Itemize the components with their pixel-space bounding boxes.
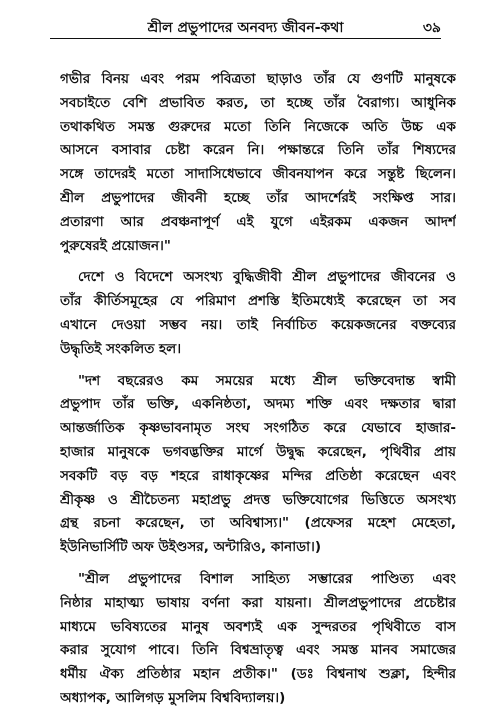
text-line: গ্রন্থ রচনা করেছেন, তা অবিশ্বাস্য।" (প্রফেসর মহেশ মেহেতা, xyxy=(60,515,456,532)
text-line: দেশে ও বিদেশে অসংখ্য বুদ্ধিজীবী শ্রীল প্রভুপাদের জীবনের ও xyxy=(78,269,456,286)
text-line: এখানে দেওয়া সম্ভব নয়। তাই নির্বাচিত কয়েকজনের বক্তব্যের xyxy=(60,316,456,333)
paragraph-4-quote xyxy=(60,568,456,711)
running-title: শ্রীল প্রভুপাদের অনবদ্য জীবন-কথা xyxy=(147,20,344,36)
text-line: মাধ্যমে ভবিষ্যতের মানুষ অবশ্যই এক সুন্দরতর পৃথিবীতে বাস xyxy=(60,618,456,635)
page-number: ৩৯ xyxy=(422,20,441,36)
text-line: "দশ বছরেরও কম সময়ের মধ্যে শ্রীল ভক্তিবেদান্ত স্বামী xyxy=(78,372,456,389)
text-line: প্রভুপাদ তাঁর ভক্তি, একনিষ্ঠতা, অদম্য শক্তি এবং দক্ষতার দ্বারা xyxy=(60,396,456,413)
text-line: নিষ্ঠার মাহাত্ম্য ভাষায় বর্ণনা করা যায়না। শ্রীলপ্রভুপাদের প্রচেষ্টার xyxy=(60,594,456,611)
text-line: সবকটি বড় বড় শহরে রাধাকৃষ্ণের মন্দির প্রতিষ্ঠা করেছেন এবং xyxy=(60,467,456,484)
text-line: শ্রীকৃষ্ণ ও শ্রীচৈতন্য মহাপ্রভু প্রদত্ত ভক্তিযোগের ভিত্তিতে অসংখ্য xyxy=(60,491,456,508)
text-line: শ্রীল প্রভুপাদের জীবনী হচ্ছে তাঁর আদর্শেরই সংক্ষিপ্ত সার। xyxy=(60,189,456,206)
text-line: আসনে বসাবার চেষ্টা করেন নি। পক্ষান্তরে তিনি তাঁর শিষ্যদের xyxy=(60,142,456,159)
text-line: হাজার মানুষকে ভগবদ্ভক্তির মার্গে উদ্বুদ্ধ করেছেন, পৃথিবীর প্রায় xyxy=(60,443,456,460)
paragraph-3-quote xyxy=(60,370,456,560)
text-line: সবচাইতে বেশি প্রভাবিত করত, তা হচ্ছে তাঁর বৈরাগ্য। আধুনিক xyxy=(60,94,456,111)
text-line: পুরুষেরই প্রয়োজন।" xyxy=(60,237,171,254)
page-header xyxy=(50,14,441,39)
text-line: অধ্যাপক, আলিগড় মুসলিম বিশ্ববিদ্যালয়।) xyxy=(60,689,286,706)
paragraph-1 xyxy=(60,68,456,258)
text-line: ধর্মীয় ঐক্য প্রতিষ্ঠার মহান প্রতীক।" (ডঃ বিশ্বনাথ শুক্লা, হিন্দীর xyxy=(60,666,456,683)
text-line: করার সুযোগ পাবে। তিনি বিশ্বভ্রাতৃত্ব এবং সমস্ত মানব সমাজের xyxy=(60,642,456,659)
text-line: তথাকথিত সমস্ত গুরুদের মতো তিনি নিজেকে অতি উচ্চ এক xyxy=(60,118,456,135)
paragraph-2 xyxy=(60,266,456,361)
body-text xyxy=(60,68,456,711)
text-line: গভীর বিনয় এবং পরম পবিত্রতা ছাড়াও তাঁর যে গুণটি মানুষকে xyxy=(60,71,456,87)
text-line: ইউনিভার্সিটি অফ উইণ্ডসর, অন্টারিও, কানাডা।) xyxy=(60,539,322,556)
text-line: প্রতারণা আর প্রবঞ্চনাপূর্ণ এই যুগে এইরকম একজন আদর্শ xyxy=(60,213,456,230)
text-line: উদ্ধৃতিই সংকলিত হল। xyxy=(60,340,182,357)
text-line: সঙ্গে তাদেরই মতো সাদাসিধেভাবে জীবনযাপন করে সন্তুষ্ট ছিলেন। xyxy=(60,166,456,183)
text-line: "শ্রীল প্রভুপাদের বিশাল সাহিত্য সম্ভারের পাণ্ডিত্য এবং xyxy=(78,570,456,587)
text-line: আন্তর্জাতিক কৃষ্ণভাবনামৃত সংঘ সংগঠিত করে যেভাবে হাজার- xyxy=(60,420,456,437)
text-line: তাঁর কীর্তিসমূহের যে পরিমাণ প্রশস্তি ইতিমধ্যেই করেছেন তা সব xyxy=(60,293,456,310)
